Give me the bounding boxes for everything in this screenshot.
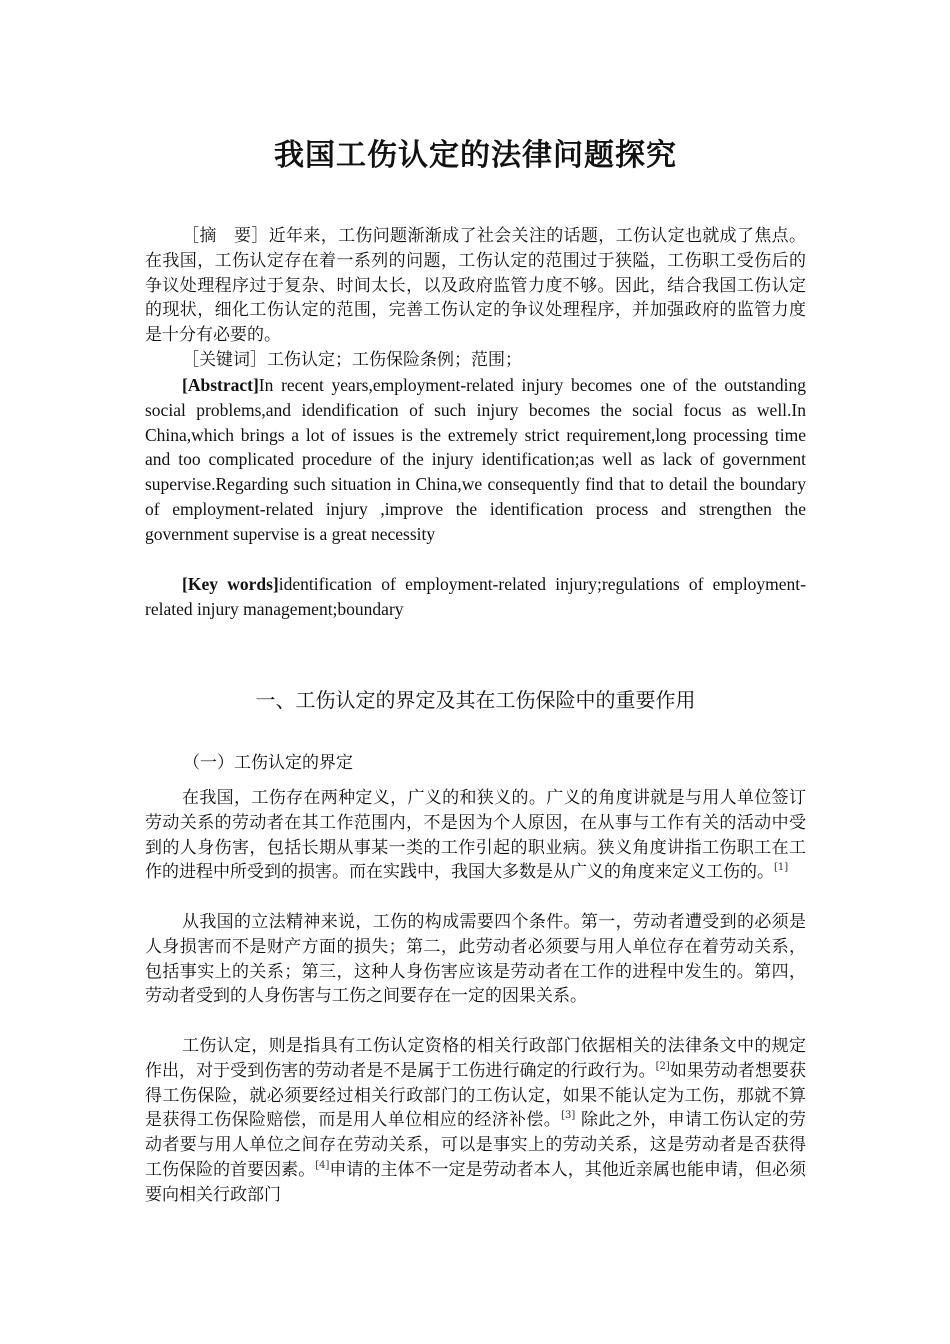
citation-ref-3: [3] — [561, 1110, 576, 1122]
abstract-en-label: [Abstract] — [182, 375, 259, 395]
paragraph-3-text-d: 申请的主体不一定是劳动者本人，其他近亲属也能申请，但必须要向相关行政部门 — [145, 1159, 806, 1205]
keywords-cn-label: ［关键词］ — [182, 350, 267, 370]
paragraph-3-text-c: 除此之外，申请工伤认定的劳动者要与用人单位之间存在劳动关系，可以是事实上的劳动关系，这是劳动者是否获得工伤保险的首要因素。 — [145, 1110, 807, 1180]
keywords-en-text: identification of employment-related injury;regulations of employment-related injury management;boundary — [145, 574, 806, 619]
citation-ref-1: [1] — [774, 862, 789, 874]
paragraph-3-text-a: 工伤认定，则是指具有工伤认定资格的相关行政部门依据相关的法律条文中的规定作出，对于受到伤害的劳动者是不是属于工伤进行确定的行政行为。 — [145, 1036, 806, 1081]
abstract-cn-label: ［摘 要］ — [182, 226, 269, 246]
body-paragraph-3 — [145, 1034, 806, 1208]
keywords-cn — [145, 348, 806, 373]
keywords-en-label: [Key words] — [182, 574, 279, 594]
abstract-en — [145, 373, 806, 547]
paper-title: 我国工伤认定的法律问题探究 — [274, 138, 677, 173]
keywords-cn-text: 工伤认定；工伤保险条例；范围； — [267, 350, 522, 370]
citation-ref-4: [4] — [315, 1159, 330, 1171]
keywords-en — [145, 572, 806, 622]
paragraph-3-text-b: 如果劳动者想要获得工伤保险，就必须要经过相关行政部门的工伤认定，如果不能认定为工伤，那就不算是获得工伤保险赔偿，而是用人单位相应的经济补偿。 — [145, 1060, 807, 1131]
subsection-heading: （一）工伤认定的界定 — [183, 753, 353, 773]
section-heading: 一、工伤认定的界定及其在工伤保险中的重要作用 — [255, 688, 696, 712]
citation-ref-2: [2] — [655, 1060, 670, 1072]
abstract-en-text: In recent years,employment-related injury becomes one of the outstanding social problems,and idendification of such injury becomes the social focus as well.In China,which brings a lot of issues is the extremely strict requirement,long processing time and too complicated procedure of the injury identification;as well as lack of government supervise.Regarding such situation in China,we consequently find that to detail the boundary of employment-related injury ,improve the identification process and strengthen the government supervise is a great necessity — [145, 375, 806, 544]
body-paragraph-1 — [145, 786, 806, 885]
paragraph-1-text: 在我国，工伤存在两种定义，广义的和狭义的。广义的角度讲就是与用人单位签订劳动关系的劳动者在其工作范围内，不是因为个人原因，在从事与工作有关的活动中受到的人身伤害，包括长期从事某一类的工作引起的职业病。狭义角度讲指工伤职工在工作的进程中所受到的损害。而在实践中，我国大多数是从广义的角度来定义工伤的。 — [145, 788, 806, 883]
abstract-cn — [145, 224, 806, 348]
abstract-cn-text: 近年来，工伤问题渐渐成了社会关注的话题，工伤认定也就成了焦点。在我国，工伤认定存在着一系列的问题，工伤认定的范围过于狭隘，工伤职工受伤后的争议处理程序过于复杂、时间太长，以及政府监管力度不够。因此，结合我国工伤认定的现状，细化工伤认定的范围，完善工伤认定的争议处理程序，并加强政府的监管力度是十分有必要的。 — [145, 226, 807, 346]
body-paragraph-2: 从我国的立法精神来说，工伤的构成需要四个条件。第一，劳动者遭受到的必须是人身损害而不是财产方面的损失；第二，此劳动者必须要与用人单位存在着劳动关系，包括事实上的关系；第三，这种人身伤害应该是劳动者在工作的进程中发生的。第四，劳动者受到的人身伤害与工伤之间要存在一定的因果关系。 — [145, 912, 806, 1007]
